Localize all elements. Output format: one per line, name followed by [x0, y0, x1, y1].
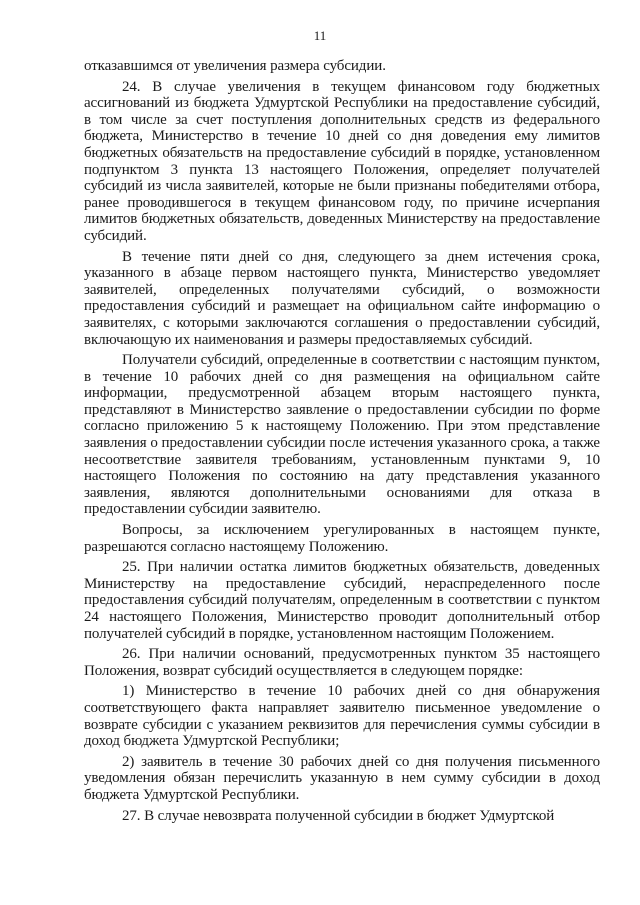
page-number: 11 [313, 28, 327, 43]
paragraph-item-26-sub-1: 1) Министерство в течение 10 рабочих дней со дня обнаружения соответствующего факта направляет заявителю письменное уведомление о возврате субсидии с указанием реквизитов для перечисления суммы субсидии в доход бюджета Удмуртской Республики; [84, 683, 600, 750]
paragraph-continuation: отказавшимся от увеличения размера субсидии. [84, 58, 386, 74]
document-body [84, 58, 600, 824]
paragraph-item-27: 27. В случае невозврата полученной субсидии в бюджет Удмуртской [122, 807, 555, 824]
paragraph-item-24-notice: В течение пяти дней со дня, следующего за днем истечения срока, указанного в абзаце первом настоящего пункта, Министерство уведомляет заявителей, определенных получателями субсидий, о возможности предоставления субсидий и размещает на официальном сайте информацию о заявителях, с которыми заключаются соглашения о предоставлении субсидий, включающую их наименования и размеры предоставляемых субсидий. [84, 248, 600, 348]
paragraph-item-24-other-questions: Вопросы, за исключением урегулированных в настоящем пункте, разрешаются согласно настоящему Положению. [84, 522, 600, 555]
paragraph-item-24-recipients: Получатели субсидий, определенные в соответствии с настоящим пунктом, в течение 10 рабочих дней со дня размещения на официальном сайте информации, предусмотренной абзацем вторым настоящего пункта, представляют в Министерство заявление о предоставлении субсидии по форме согласно приложению 5 к настоящему Положению. При этом представление заявления о предоставлении субсидии после истечения указанного срока, а также несоответствие заявителя требованиям, установленным пунктами 9, 10 настоящего Положения по состоянию на дату представления указанного заявления, являются дополнительными основаниями для отказа в предоставлении субсидии заявителю. [84, 352, 600, 518]
paragraph-item-24: 24. В случае увеличения в текущем финансовом году бюджетных ассигнований из бюджета Удмуртской Республики на предоставление субсидий, в том числе за счет поступления дополнительных средств из федерального бюджета, Министерство в течение 10 дней со дня доведения ему лимитов бюджетных обязательств на предоставление субсидий в порядке, установленном подпунктом 3 пункта 13 настоящего Положения, определяет получателей субсидий из числа заявителей, которые не были признаны победителями отбора, ранее проводившегося в текущем финансовом году, по причине исчерпания лимитов бюджетных обязательств, доведенных Министерству на предоставление субсидий. [84, 78, 600, 244]
paragraph-item-26-sub-2: 2) заявитель в течение 30 рабочих дней со дня получения письменного уведомления обязан перечислить указанную в нем сумму субсидии в доход бюджета Удмуртской Республики. [84, 753, 600, 803]
paragraph-item-25: 25. При наличии остатка лимитов бюджетных обязательств, доведенных Министерству на предоставление субсидий, нераспределенного после предоставления субсидий получателям, определенным в соответствии с пунктом 24 настоящего Положения, Министерство проводит дополнительный отбор получателей субсидий в порядке, установленном настоящим Положением. [84, 559, 600, 642]
paragraph-item-26: 26. При наличии оснований, предусмотренных пунктом 35 настоящего Положения, возврат субсидий осуществляется в следующем порядке: [84, 646, 600, 679]
